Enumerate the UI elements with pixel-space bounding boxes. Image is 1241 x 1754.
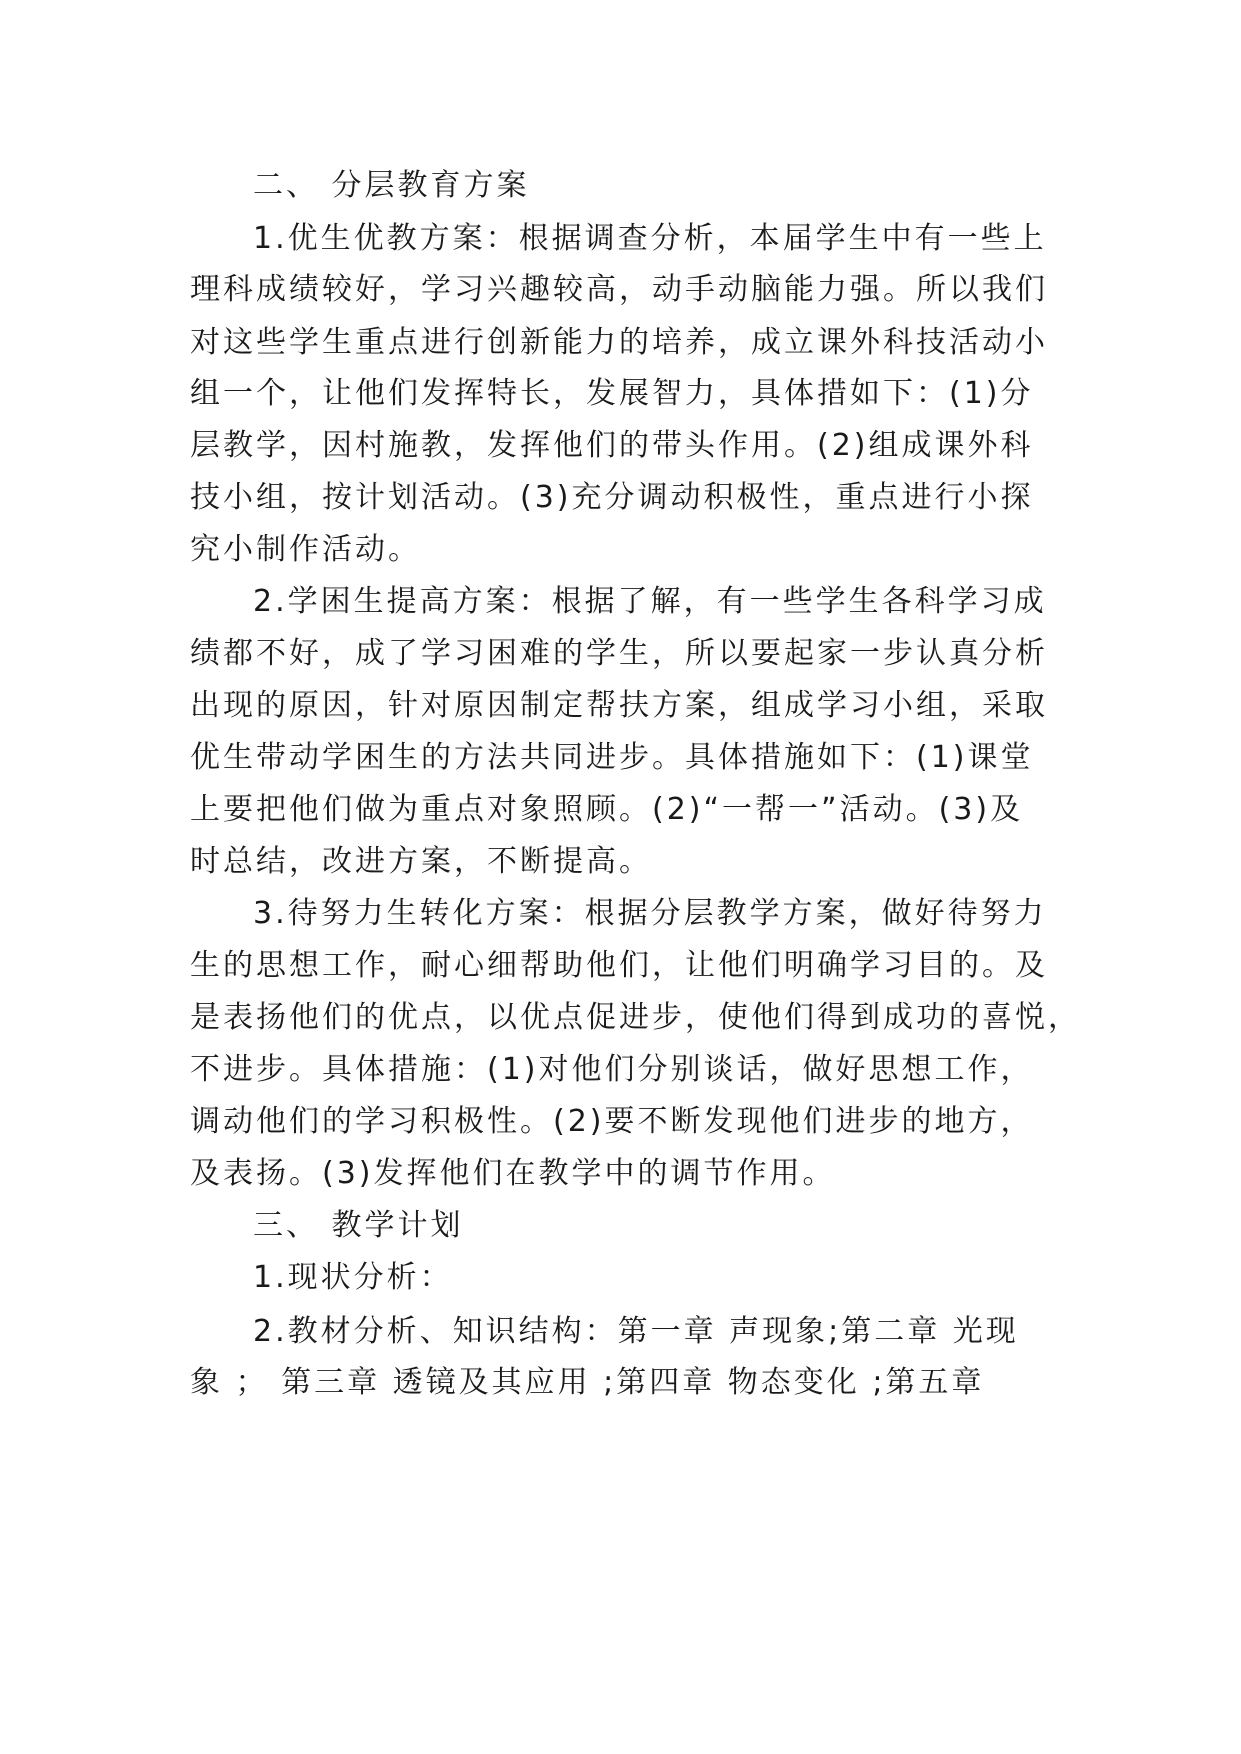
paragraph-line: 1.现状分析： (253, 1260, 453, 1295)
paragraph-line: 绩都不好，成了学习困难的学生，所以要起家一步认真分析 (190, 636, 1048, 671)
paragraph-line: 对这些学生重点进行创新能力的培养，成立课外科技活动小 (190, 325, 1048, 360)
paragraph-line: 及表扬。(3)发挥他们在教学中的调节作用。 (190, 1156, 836, 1191)
paragraph-line: 3.待努力生转化方案：根据分层教学方案，做好待努力 (253, 896, 1047, 931)
paragraph-line: 时总结，改进方案，不断提高。 (190, 844, 652, 879)
paragraph-line: 技小组，按计划活动。(3)充分调动积极性，重点进行小探 (190, 480, 1034, 515)
paragraph-line: 2.学困生提高方案：根据了解，有一些学生各科学习成 (253, 584, 1047, 619)
paragraph-line: 层教学，因村施教，发挥他们的带头作用。(2)组成课外科 (190, 428, 1034, 463)
paragraph-line: 究小制作活动。 (190, 532, 421, 567)
paragraph-line: 不进步。具体措施：(1)对他们分别谈话，做好思想工作， (190, 1052, 1034, 1087)
paragraph-line: 生的思想工作，耐心细帮助他们，让他们明确学习目的。及 (190, 948, 1048, 983)
paragraph-line: 象 ； 第三章 透镜及其应用 ;第四章 物态变化 ;第五章 (190, 1365, 985, 1400)
paragraph-line: 理科成绩较好，学习兴趣较高，动手动脑能力强。所以我们 (190, 272, 1048, 307)
paragraph-line: 优生带动学困生的方法共同进步。具体措施如下：(1)课堂 (190, 740, 1034, 775)
paragraph-line: 2.教材分析、知识结构：第一章 声现象;第二章 光现 (253, 1314, 1019, 1349)
paragraph-line: 1.优生优教方案：根据调查分析，本届学生中有一些上 (253, 221, 1047, 256)
section-heading: 三、 教学计划 (253, 1208, 464, 1243)
paragraph-line: 组一个，让他们发挥特长，发展智力，具体措如下：(1)分 (190, 376, 1034, 411)
paragraph-line: 出现的原因，针对原因制定帮扶方案，组成学习小组，采取 (190, 688, 1048, 723)
paragraph-line: 上要把他们做为重点对象照顾。(2)“一帮一”活动。(3)及 (190, 792, 1024, 827)
section-heading: 二、 分层教育方案 (253, 168, 530, 203)
paragraph-line: 调动他们的学习积极性。(2)要不断发现他们进步的地方， (190, 1104, 1034, 1139)
paragraph-line: 是表扬他们的优点，以优点促进步，使他们得到成功的喜悦， (190, 1000, 1081, 1035)
